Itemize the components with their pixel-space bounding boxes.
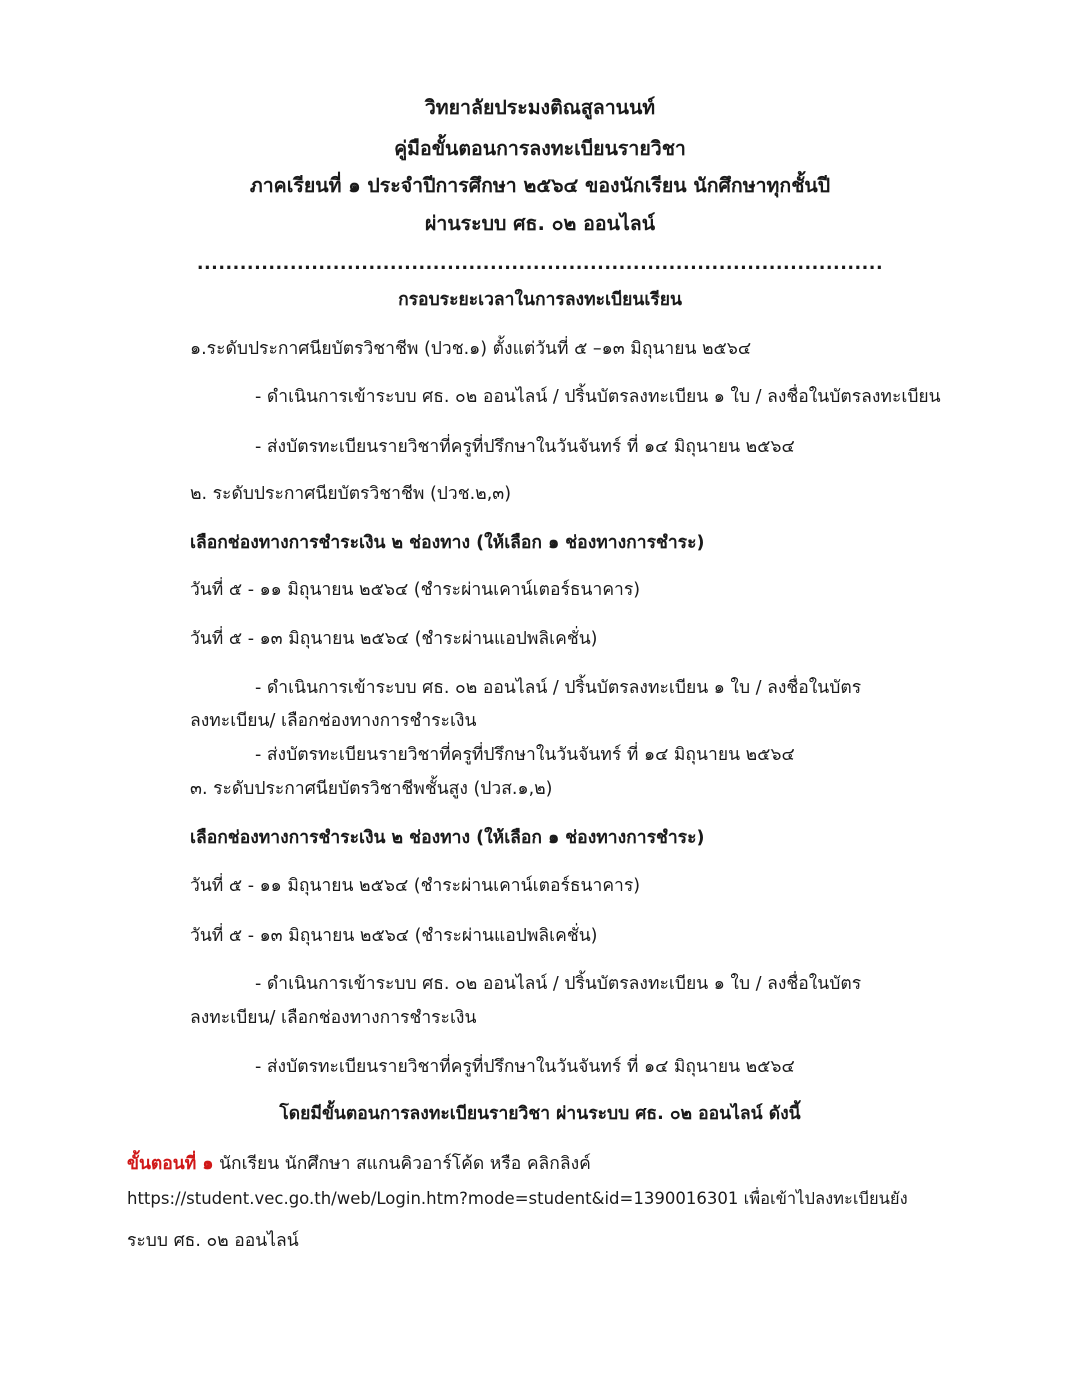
procedure-step1-line	[127, 1152, 591, 1176]
manual-title: คู่มือขั้นตอนการลงทะเบียนรายวิชา	[394, 137, 686, 160]
level2-payment-heading: เลือกช่องทางการชำระเงิน ๒ ช่องทาง (ให้เลือก ๑ ช่องทางการชำระ)	[190, 533, 705, 553]
level3-app-date: วันที่ ๕ - ๑๓ มิถุนายน ๒๕๖๔ (ชำระผ่านแอปพลิเคชั่น)	[190, 926, 598, 946]
level3-step1-a: - ดำเนินการเข้าระบบ ศธ. ๐๒ ออนไลน์ / ปริ้นบัตรลงทะเบียน ๑ ใบ / ลงชื่อในบัตร	[255, 974, 862, 994]
level1-title: ๑.ระดับประกาศนียบัตรวิชาชีพ (ปวช.๑) ตั้งแต่วันที่ ๕ –๑๓ มิถุนายน ๒๕๖๔	[190, 339, 752, 359]
level2-step1-b: ลงทะเบียน/ เลือกช่องทางการชำระเงิน	[190, 711, 477, 731]
level3-step2: - ส่งบัตรทะเบียนรายวิชาที่ครูที่ปรึกษาในวันจันทร์ ที่ ๑๔ มิถุนายน ๒๕๖๔	[255, 1057, 795, 1077]
procedure-heading: โดยมีขั้นตอนการลงทะเบียนรายวิชา ผ่านระบบ ศธ. ๐๒ ออนไลน์ ดังนี้	[279, 1104, 801, 1124]
step1-tail: เพื่อเข้าไปลงทะเบียนยัง	[738, 1189, 908, 1208]
registration-link[interactable]: https://student.vec.go.th/web/Login.htm?mode=student&id=1390016301	[127, 1189, 739, 1208]
timeframe-heading: กรอบระยะเวลาในการลงทะเบียนเรียน	[398, 290, 682, 310]
level2-counter-date: วันที่ ๕ - ๑๑ มิถุนายน ๒๕๖๔ (ชำระผ่านเคาน์เตอร์ธนาคาร)	[190, 580, 641, 600]
separator-dots: ................................................................................................	[196, 254, 884, 274]
college-name: วิทยาลัยประมงติณสูลานนท์	[424, 96, 656, 119]
level3-step1-b: ลงทะเบียน/ เลือกช่องทางการชำระเงิน	[190, 1008, 477, 1028]
step1-text: นักเรียน นักศึกษา สแกนคิวอาร์โค้ด หรือ คลิกลิงค์	[213, 1154, 591, 1174]
level2-step1-a: - ดำเนินการเข้าระบบ ศธ. ๐๒ ออนไลน์ / ปริ้นบัตรลงทะเบียน ๑ ใบ / ลงชื่อในบัตร	[255, 678, 862, 698]
level3-counter-date: วันที่ ๕ - ๑๑ มิถุนายน ๒๕๖๔ (ชำระผ่านเคาน์เตอร์ธนาคาร)	[190, 876, 641, 896]
level3-payment-heading: เลือกช่องทางการชำระเงิน ๒ ช่องทาง (ให้เลือก ๑ ช่องทางการชำระ)	[190, 828, 705, 848]
level1-step2: - ส่งบัตรทะเบียนรายวิชาที่ครูที่ปรึกษาในวันจันทร์ ที่ ๑๔ มิถุนายน ๒๕๖๔	[255, 437, 795, 457]
level2-step2: - ส่งบัตรทะเบียนรายวิชาที่ครูที่ปรึกษาในวันจันทร์ ที่ ๑๔ มิถุนายน ๒๕๖๔	[255, 745, 795, 765]
level2-app-date: วันที่ ๕ - ๑๓ มิถุนายน ๒๕๖๔ (ชำระผ่านแอปพลิเคชั่น)	[190, 629, 598, 649]
step1-label: ขั้นตอนที่ ๑	[127, 1154, 214, 1174]
level1-step1: - ดำเนินการเข้าระบบ ศธ. ๐๒ ออนไลน์ / ปริ้นบัตรลงทะเบียน ๑ ใบ / ลงชื่อในบัตรลงทะเบียน	[255, 387, 941, 407]
system-title: ผ่านระบบ ศธ. ๐๒ ออนไลน์	[424, 212, 656, 235]
procedure-url-line	[127, 1187, 908, 1211]
procedure-step1-end: ระบบ ศธ. ๐๒ ออนไลน์	[127, 1231, 299, 1251]
semester-title: ภาคเรียนที่ ๑ ประจำปีการศึกษา ๒๕๖๔ ของนักเรียน นักศึกษาทุกชั้นปี	[249, 174, 831, 197]
level2-title: ๒. ระดับประกาศนียบัตรวิชาชีพ (ปวช.๒,๓)	[190, 484, 512, 504]
level3-title: ๓. ระดับประกาศนียบัตรวิชาชีพชั้นสูง (ปวส.๑,๒)	[190, 779, 553, 799]
